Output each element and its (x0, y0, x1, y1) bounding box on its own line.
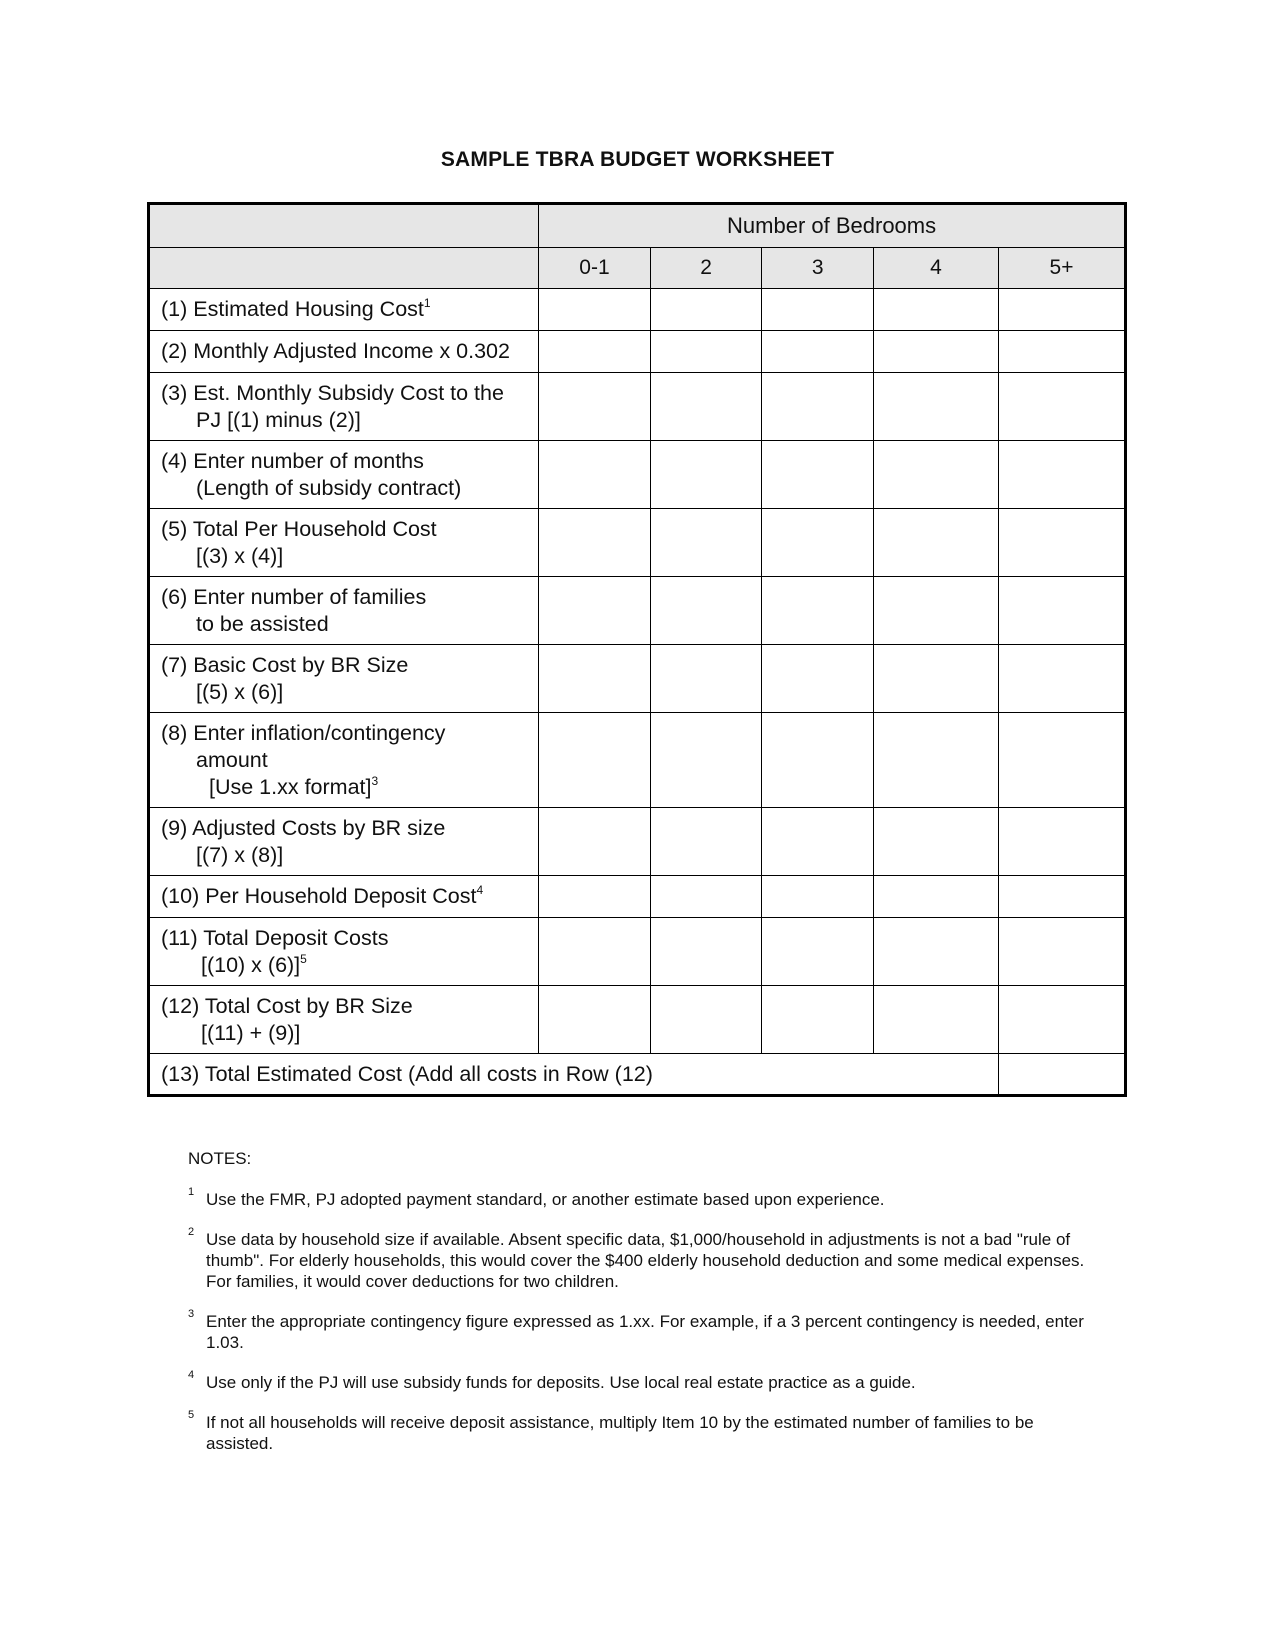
row-label (149, 331, 539, 373)
value-cell[interactable] (539, 645, 651, 713)
value-cell[interactable] (762, 577, 874, 645)
header-row-columns (149, 248, 1126, 289)
row-label-line: (8) Enter inflation/contingency (161, 721, 446, 745)
row-label (149, 645, 539, 713)
table-row (149, 918, 1126, 986)
row-label (149, 876, 539, 918)
row-label-line: [(7) x (8)] (196, 843, 284, 867)
total-value-cell[interactable] (998, 1054, 1125, 1096)
value-cell[interactable] (874, 918, 999, 986)
value-cell[interactable] (998, 918, 1125, 986)
value-cell[interactable] (874, 577, 999, 645)
value-cell[interactable] (650, 986, 762, 1054)
notes-section (188, 1148, 1088, 1473)
value-cell[interactable] (539, 876, 651, 918)
table-row (149, 876, 1126, 918)
value-cell[interactable] (539, 509, 651, 577)
table-row (149, 441, 1126, 509)
footnote-marker: 4 (476, 883, 484, 897)
value-cell[interactable] (874, 509, 999, 577)
note-item (188, 1226, 1088, 1292)
row-label (149, 713, 539, 808)
row-label-line: (6) Enter number of families (161, 585, 427, 609)
table-row (149, 509, 1126, 577)
value-cell[interactable] (998, 986, 1125, 1054)
notes-list (188, 1186, 1088, 1454)
value-cell[interactable] (650, 876, 762, 918)
value-cell[interactable] (650, 918, 762, 986)
value-cell[interactable] (874, 331, 999, 373)
column-header-0-1: 0-1 (539, 248, 651, 289)
table-row (149, 986, 1126, 1054)
row-label-line: [(10) x (6)]$^5$ (201, 952, 307, 977)
value-cell[interactable] (762, 441, 874, 509)
note-item (188, 1369, 1088, 1393)
value-cell[interactable] (539, 441, 651, 509)
note-number: 3 (188, 1308, 195, 1320)
value-cell[interactable] (762, 876, 874, 918)
value-cell[interactable] (998, 331, 1125, 373)
note-text: Use the FMR, PJ adopted payment standard, or another estimate based upon experience. (206, 1190, 885, 1209)
value-cell[interactable] (650, 289, 762, 331)
value-cell[interactable] (998, 289, 1125, 331)
value-cell[interactable] (998, 713, 1125, 808)
table-row (149, 577, 1126, 645)
row-label-line: (10) Per Household Deposit Cost$^4$ (161, 883, 484, 908)
note-text: Enter the appropriate contingency figure expressed as 1.xx. For example, if a 3 percent contingency is needed, enter 1.03. (206, 1312, 1084, 1352)
value-cell[interactable] (762, 986, 874, 1054)
value-cell[interactable] (762, 808, 874, 876)
row-label (149, 577, 539, 645)
value-cell[interactable] (762, 918, 874, 986)
row-label-line: [(3) x (4)] (196, 544, 284, 568)
value-cell[interactable] (998, 373, 1125, 441)
note-text: Use data by household size if available. Absent specific data, $1,000/household in adjustments is not a bad "rule of thumb". For elderly households, this would cover the $400 elderly household deduction and some medical expenses. For families, it would cover deductions for two children. (206, 1230, 1085, 1291)
table-row (149, 289, 1126, 331)
footnote-marker: 5 (300, 952, 307, 966)
column-header-3: 3 (762, 248, 874, 289)
value-cell[interactable] (874, 373, 999, 441)
row-label (149, 441, 539, 509)
worksheet-rows (149, 289, 1126, 1054)
value-cell[interactable] (874, 289, 999, 331)
footnote-marker: 1 (423, 296, 431, 310)
table-row (149, 331, 1126, 373)
page-title: SAMPLE TBRA BUDGET WORKSHEET (440, 148, 835, 171)
column-header-4: 4 (874, 248, 999, 289)
header-blank-cell (149, 248, 539, 289)
note-number: 1 (188, 1186, 195, 1198)
value-cell[interactable] (874, 713, 999, 808)
row-label-line: (1) Estimated Housing Cost$^1$ (161, 296, 431, 321)
table-row (149, 808, 1126, 876)
value-cell[interactable] (539, 808, 651, 876)
row-label (149, 509, 539, 577)
value-cell[interactable] (762, 373, 874, 441)
value-cell[interactable] (762, 331, 874, 373)
value-cell[interactable] (874, 876, 999, 918)
value-cell[interactable] (998, 441, 1125, 509)
value-cell[interactable] (539, 918, 651, 986)
value-cell[interactable] (874, 986, 999, 1054)
note-item (188, 1409, 1088, 1454)
row-label-line: (9) Adjusted Costs by BR size (161, 816, 446, 840)
row-label-line: (11) Total Deposit Costs (161, 926, 389, 950)
row-label (149, 289, 539, 331)
header-row-group (149, 204, 1126, 248)
row-label (149, 373, 539, 441)
row-label-line: (3) Est. Monthly Subsidy Cost to the (161, 381, 504, 405)
value-cell[interactable] (650, 373, 762, 441)
value-cell[interactable] (650, 713, 762, 808)
value-cell[interactable] (762, 289, 874, 331)
row-label (149, 808, 539, 876)
value-cell[interactable] (998, 876, 1125, 918)
total-row-label: (13) Total Estimated Cost (Add all costs in Row (12) (149, 1054, 999, 1096)
header-blank-cell (149, 204, 539, 248)
value-cell[interactable] (998, 645, 1125, 713)
row-label-line: [(11) + (9)] (201, 1021, 301, 1045)
table-row (149, 713, 1126, 808)
row-label-line: [Use 1.xx format]$^3$ (209, 774, 379, 799)
value-cell[interactable] (874, 645, 999, 713)
value-cell[interactable] (762, 645, 874, 713)
value-cell[interactable] (998, 577, 1125, 645)
value-cell[interactable] (762, 713, 874, 808)
row-label-line: (2) Monthly Adjusted Income x 0.302 (161, 339, 510, 363)
total-row (149, 1054, 1126, 1096)
value-cell[interactable] (998, 808, 1125, 876)
value-cell[interactable] (874, 441, 999, 509)
value-cell[interactable] (539, 577, 651, 645)
row-label-line: to be assisted (196, 612, 329, 636)
row-label-line: (5) Total Per Household Cost (161, 517, 437, 541)
value-cell[interactable] (874, 808, 999, 876)
note-text: If not all households will receive deposit assistance, multiply Item 10 by the estimated number of families to be assisted. (206, 1413, 1034, 1453)
value-cell[interactable] (539, 713, 651, 808)
row-label (149, 986, 539, 1054)
value-cell[interactable] (650, 331, 762, 373)
value-cell[interactable] (650, 645, 762, 713)
value-cell[interactable] (762, 509, 874, 577)
row-label-line: (4) Enter number of months (161, 449, 424, 473)
value-cell[interactable] (650, 441, 762, 509)
value-cell[interactable] (998, 509, 1125, 577)
row-label-line: (12) Total Cost by BR Size (161, 994, 413, 1018)
value-cell[interactable] (650, 808, 762, 876)
table-row (149, 645, 1126, 713)
row-label-line: [(5) x (6)] (196, 680, 284, 704)
table-row (149, 373, 1126, 441)
value-cell[interactable] (539, 986, 651, 1054)
column-header-5-plus: 5+ (998, 248, 1125, 289)
note-text: Use only if the PJ will use subsidy funds for deposits. Use local real estate practice as a guide. (206, 1373, 916, 1392)
bedrooms-group-header: Number of Bedrooms (539, 204, 1126, 248)
row-label (149, 918, 539, 986)
value-cell[interactable] (650, 509, 762, 577)
budget-worksheet-table (147, 202, 1127, 1097)
row-label-line: (7) Basic Cost by BR Size (161, 653, 409, 677)
note-item (188, 1186, 1088, 1210)
row-label-line: (Length of subsidy contract) (196, 476, 462, 500)
value-cell[interactable] (539, 373, 651, 441)
footnote-marker: 3 (371, 774, 379, 788)
note-number: 5 (188, 1409, 195, 1421)
note-number: 4 (188, 1369, 195, 1381)
column-header-2: 2 (650, 248, 762, 289)
value-cell[interactable] (539, 331, 651, 373)
notes-heading: NOTES: (188, 1149, 252, 1168)
row-label-line: amount (196, 748, 268, 772)
value-cell[interactable] (650, 577, 762, 645)
note-item (188, 1308, 1088, 1353)
note-number: 2 (188, 1226, 195, 1238)
value-cell[interactable] (539, 289, 651, 331)
row-label-line: PJ [(1) minus (2)] (196, 408, 361, 432)
